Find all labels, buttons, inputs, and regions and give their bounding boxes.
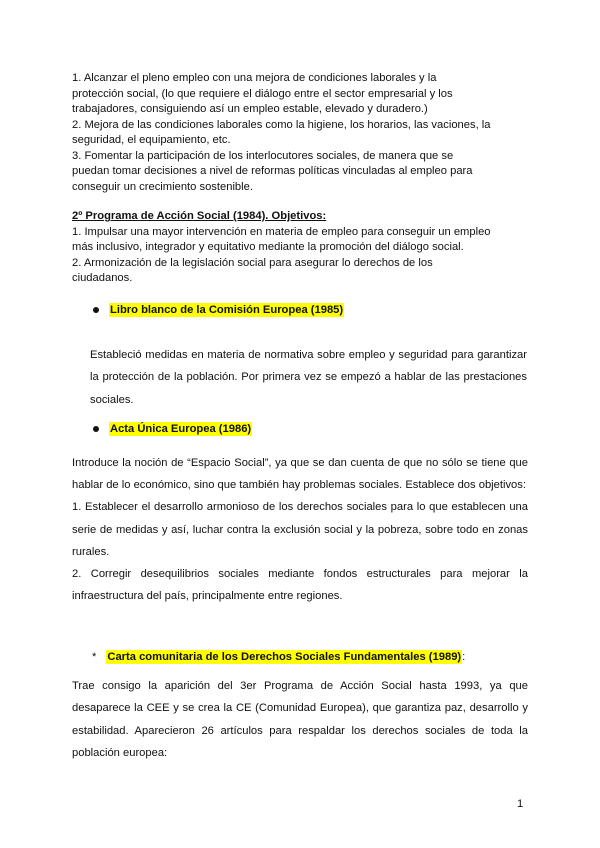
acta-unica-heading xyxy=(93,422,252,437)
programa2-section xyxy=(72,209,528,287)
page-number: 1 xyxy=(517,798,524,810)
libro-blanco-title: Libro blanco de la Comisión Europea (1985) xyxy=(110,304,344,316)
bullet-icon xyxy=(93,426,99,432)
carta-title: Carta comunitaria de los Derechos Sociales Fundamentales (1989) xyxy=(107,651,462,663)
programa2-line: ciudadanos. xyxy=(72,272,133,284)
intro-objectives xyxy=(72,71,528,195)
intro-line: puedan tomar decisiones a nivel de reformas políticas vinculadas al empleo para xyxy=(72,165,473,177)
acta-unica-item: 1. Establecer el desarrollo armonioso de los derechos sociales para lo que establecen una serie de medidas y así, luchar contra la exclusión social y la pobreza, sobre todo en zonas rurales. xyxy=(72,501,528,558)
carta-heading xyxy=(92,650,465,665)
intro-line: trabajadores, consiguiendo así un empleo estable, elevado y duradero.) xyxy=(72,103,428,115)
libro-blanco-text: Estableció medidas en materia de normativa sobre empleo y seguridad para garantizar la protección de la población. Por primera vez se empezó a hablar de las prestaciones sociales. xyxy=(90,349,527,406)
acta-unica-title: Acta Única Europea (1986) xyxy=(110,423,252,435)
programa2-line: 2. Armonización de la legislación social para asegurar lo derechos de los xyxy=(72,256,433,269)
intro-line: 3. Fomentar la participación de los interlocutores sociales, de manera que se xyxy=(72,149,454,162)
asterisk-icon: * xyxy=(92,651,97,663)
libro-blanco-heading xyxy=(93,303,344,318)
acta-unica-intro: Introduce la noción de “Espacio Social”, ya que se dan cuenta de que no sólo se tiene que hablar de lo económico, sino que también hay problemas sociales. Establece dos objetivos: xyxy=(72,457,528,492)
intro-line: conseguir un crecimiento sostenible. xyxy=(72,180,253,193)
carta-colon: : xyxy=(462,651,466,663)
intro-line: seguridad, el equipamiento, etc. xyxy=(72,134,231,146)
programa2-line: más inclusivo, integrador y equitativo mediante la promoción del diálogo social. xyxy=(72,241,464,253)
programa2-line: 1. Impulsar una mayor intervención en materia de empleo para conseguir un empleo xyxy=(72,225,491,238)
carta-text: Trae consigo la aparición del 3er Programa de Acción Social hasta 1993, ya que desaparece la CEE y se crea la CE (Comunidad Europea), que garantiza paz, desarrollo y estabilidad. Aparecieron 26 artículos para respaldar los derechos sociales de toda la población europea: xyxy=(72,680,528,759)
programa2-heading: 2º Programa de Acción Social (1984). Objetivos: xyxy=(72,210,327,222)
bullet-icon xyxy=(93,307,99,313)
intro-line: 2. Mejora de las condiciones laborales como la higiene, los horarios, las vaciones, la xyxy=(72,118,491,131)
acta-unica-item: 2. Corregir desequilibrios sociales mediante fondos estructurales para mejorar la infraestructura del país, principalmente entre regiones. xyxy=(72,568,528,603)
acta-unica-body xyxy=(72,452,528,607)
intro-line: 1. Alcanzar el pleno empleo con una mejora de condiciones laborales y la xyxy=(72,72,437,84)
intro-line: protección social, (lo que requiere el diálogo entre el sector empresarial y los xyxy=(72,87,453,100)
